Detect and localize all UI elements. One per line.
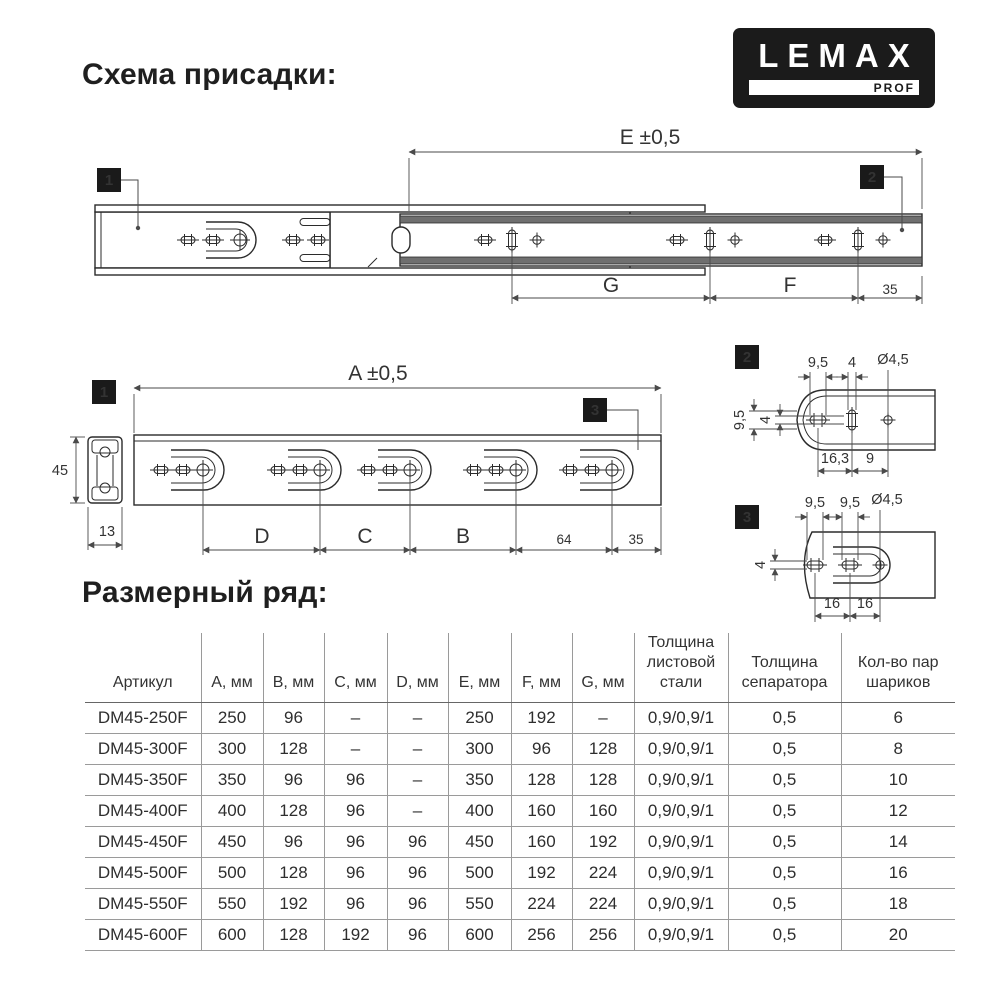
table-cell: – (572, 703, 634, 734)
table-cell: – (324, 703, 387, 734)
table-cell: 450 (201, 827, 263, 858)
table-cell: DM45-250F (85, 703, 201, 734)
svg-text:3: 3 (742, 509, 752, 526)
column-header: B, мм (263, 633, 324, 703)
dim-35-label: 35 (882, 282, 898, 297)
table-cell: 128 (263, 796, 324, 827)
logo-bar (749, 80, 919, 95)
table-cell: 0,9/0,9/1 (634, 796, 728, 827)
table-cell: DM45-450F (85, 827, 201, 858)
table-cell: 600 (448, 920, 511, 951)
dim-g-label: G (602, 274, 620, 297)
table-cell: 96 (263, 703, 324, 734)
table-cell: 192 (511, 703, 572, 734)
table-cell: 192 (572, 827, 634, 858)
marker-1-front (92, 380, 116, 404)
table-cell: 96 (324, 827, 387, 858)
table-cell: 96 (387, 858, 448, 889)
table-cell: 20 (841, 920, 955, 951)
detail3-bottom-1: 16 (823, 596, 841, 612)
column-header: Толщина листовой стали (634, 633, 728, 703)
table-cell: DM45-400F (85, 796, 201, 827)
table-cell: 224 (572, 858, 634, 889)
table-cell: 550 (448, 889, 511, 920)
logo-brand-text: LEMAX (758, 37, 919, 74)
marker-2-detail (735, 345, 759, 369)
table-cell: – (387, 734, 448, 765)
table-cell: 0,9/0,9/1 (634, 703, 728, 734)
table-cell: – (324, 734, 387, 765)
table-cell: 400 (201, 796, 263, 827)
table-row (85, 765, 955, 796)
size-table (85, 633, 955, 951)
table-cell: 8 (841, 734, 955, 765)
table-cell: 0,9/0,9/1 (634, 765, 728, 796)
detail2-side-inner: 4 (758, 415, 774, 425)
table-cell: 0,5 (728, 827, 841, 858)
dim-a-label: A ±0,5 (348, 362, 408, 385)
column-header: Кол-во пар шариков (841, 633, 955, 703)
detail2-bottom-1: 16,3 (820, 451, 850, 467)
table-cell: 14 (841, 827, 955, 858)
table-cell: DM45-350F (85, 765, 201, 796)
dim-b-label: B (455, 525, 471, 548)
detail2-hole-diameter: Ø4,5 (877, 352, 909, 368)
detail3-slot2-width: 9,5 (839, 495, 861, 511)
svg-text:2: 2 (867, 169, 877, 186)
technical-drawings (40, 115, 980, 635)
detail-3 (735, 492, 935, 622)
section-title: Размерный ряд: (82, 576, 328, 609)
table-cell: 0,9/0,9/1 (634, 858, 728, 889)
table-cell: 160 (511, 827, 572, 858)
table-cell: 0,9/0,9/1 (634, 827, 728, 858)
page-title: Схема присадки: (82, 58, 337, 91)
detail2-slot-width: 9,5 (807, 355, 829, 371)
table-cell: 6 (841, 703, 955, 734)
dim-64-label: 64 (556, 532, 572, 547)
table-cell: 160 (572, 796, 634, 827)
table-cell: 128 (263, 734, 324, 765)
table-row (85, 827, 955, 858)
table-cell: DM45-500F (85, 858, 201, 889)
table-cell: 96 (263, 827, 324, 858)
table-cell: 96 (324, 858, 387, 889)
dim-f-label: F (783, 274, 797, 297)
table-cell: 550 (201, 889, 263, 920)
detail2-side-outer: 9,5 (732, 409, 748, 431)
column-header: Артикул (85, 633, 201, 703)
table-cell: 600 (201, 920, 263, 951)
table-cell: 0,5 (728, 920, 841, 951)
table-cell: – (387, 765, 448, 796)
table-cell: 350 (201, 765, 263, 796)
column-header: E, мм (448, 633, 511, 703)
table-cell: 12 (841, 796, 955, 827)
column-header: D, мм (387, 633, 448, 703)
table-cell: – (387, 703, 448, 734)
table-body (85, 703, 955, 951)
table-cell: 350 (448, 765, 511, 796)
detail3-side: 4 (753, 560, 769, 570)
lemax-logo (733, 28, 935, 108)
column-header: A, мм (201, 633, 263, 703)
table-cell: 0,5 (728, 889, 841, 920)
table-cell: 96 (387, 889, 448, 920)
table-cell: 0,5 (728, 796, 841, 827)
svg-text:1: 1 (99, 384, 109, 401)
table-cell: 0,5 (728, 765, 841, 796)
table-cell: 300 (201, 734, 263, 765)
table-cell: 300 (448, 734, 511, 765)
table-cell: 224 (572, 889, 634, 920)
table-cell: 256 (572, 920, 634, 951)
svg-text:1: 1 (104, 172, 114, 189)
table-cell: 128 (263, 858, 324, 889)
dim-45-label: 45 (51, 463, 69, 479)
table-cell: 500 (201, 858, 263, 889)
table-cell: 0,9/0,9/1 (634, 920, 728, 951)
table-cell: 256 (511, 920, 572, 951)
table-cell: 96 (511, 734, 572, 765)
svg-text:3: 3 (590, 402, 600, 419)
table-cell: 10 (841, 765, 955, 796)
table-row (85, 703, 955, 734)
svg-text:2: 2 (742, 349, 752, 366)
table-cell: 160 (511, 796, 572, 827)
table-cell: 0,5 (728, 734, 841, 765)
detail2-slot2-width: 4 (847, 355, 857, 371)
table-cell: 0,9/0,9/1 (634, 734, 728, 765)
table-cell: 96 (263, 765, 324, 796)
column-header: G, мм (572, 633, 634, 703)
table-cell: 250 (448, 703, 511, 734)
table-cell: 250 (201, 703, 263, 734)
size-table-wrap (85, 633, 955, 951)
table-cell: 128 (572, 734, 634, 765)
table-cell: DM45-300F (85, 734, 201, 765)
table-cell: 128 (511, 765, 572, 796)
table-cell: 96 (324, 889, 387, 920)
table-cell: DM45-600F (85, 920, 201, 951)
table-cell: 400 (448, 796, 511, 827)
table-cell: 16 (841, 858, 955, 889)
table-cell: 96 (324, 796, 387, 827)
table-cell: DM45-550F (85, 889, 201, 920)
table-row (85, 734, 955, 765)
detail2-bottom-2: 9 (865, 451, 875, 467)
table-cell: 192 (263, 889, 324, 920)
column-header: C, мм (324, 633, 387, 703)
dim-e-label: E ±0,5 (619, 126, 681, 149)
table-cell: 128 (263, 920, 324, 951)
table-cell: 450 (448, 827, 511, 858)
table-cell: 96 (324, 765, 387, 796)
detail3-bottom-2: 16 (856, 596, 874, 612)
table-cell: 192 (511, 858, 572, 889)
table-row (85, 796, 955, 827)
detail3-hole-diameter: Ø4,5 (871, 492, 903, 508)
table-cell: 96 (387, 827, 448, 858)
drawing-rail-front (52, 362, 661, 555)
table-cell: 18 (841, 889, 955, 920)
table-cell: 192 (324, 920, 387, 951)
detail-2 (732, 345, 935, 477)
table-row (85, 889, 955, 920)
table-row (85, 920, 955, 951)
table-cell: 0,9/0,9/1 (634, 889, 728, 920)
cross-section (88, 437, 122, 503)
table-cell: 96 (387, 920, 448, 951)
dim-c-label: C (357, 525, 373, 548)
detail3-slot1-width: 9,5 (804, 495, 826, 511)
column-header: Толщина сепаратора (728, 633, 841, 703)
table-cell: 128 (572, 765, 634, 796)
table-cell: – (387, 796, 448, 827)
table-cell: 0,5 (728, 858, 841, 889)
dim-13-label: 13 (98, 524, 116, 540)
marker-3-detail (735, 505, 759, 529)
drawing-slide-extended (95, 126, 922, 304)
table-cell: 500 (448, 858, 511, 889)
dim-35-front-label: 35 (628, 532, 644, 547)
dim-d-label: D (254, 525, 270, 548)
table-header-row (85, 633, 955, 703)
table-row (85, 858, 955, 889)
table-cell: 0,5 (728, 703, 841, 734)
logo-sub-text: PROF (873, 80, 915, 95)
table-cell: 224 (511, 889, 572, 920)
column-header: F, мм (511, 633, 572, 703)
